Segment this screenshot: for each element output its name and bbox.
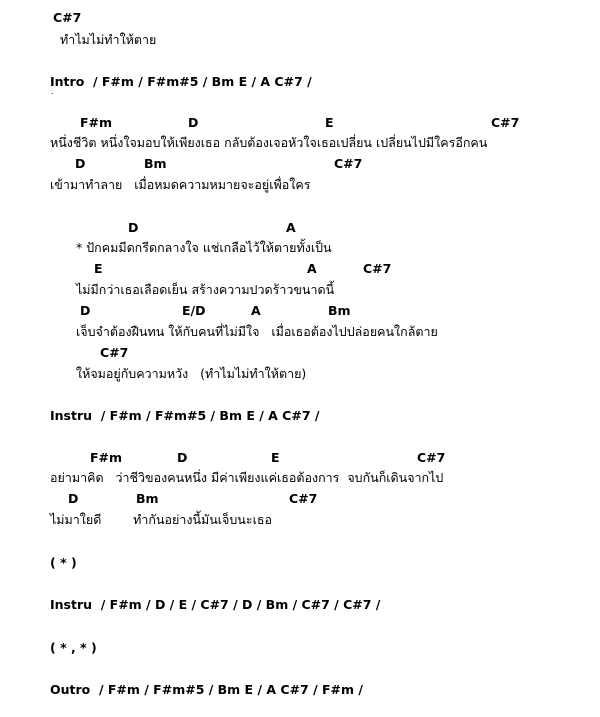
chord: D (68, 491, 79, 506)
chord: D (188, 115, 199, 130)
chord: C#7 (100, 345, 129, 360)
chord: F#m (90, 450, 123, 465)
header-lyric: ทำไมไม่ทำให้ตาย (60, 32, 157, 47)
chord: C#7 (491, 115, 520, 130)
lyric-line: * ปักคมมีดกรีดกลางใจ แช่เกลือไว้ให้ตายทั้งเป็น (76, 240, 332, 255)
instru-line: Instru / F#m / F#m#5 / Bm E / A C#7 / (50, 408, 320, 423)
chord: D (80, 303, 91, 318)
lyric-line: ไม่มีกว่าเธอเลือดเย็น สร้างความปวดร้าวขนาดนี้ (76, 282, 335, 297)
chord: D (75, 156, 86, 171)
chord: E/D (182, 303, 206, 318)
instru-line: Instru / F#m / D / E / C#7 / D / Bm / C#7 / C#7 / (50, 597, 381, 612)
lyric-line: ให้จมอยู่กับความหวัง (ทำไมไม่ทำให้ตาย) (76, 366, 307, 381)
chord: C#7 (289, 491, 318, 506)
chord: C#7 (417, 450, 446, 465)
header-chord: C#7 (53, 10, 82, 25)
lyric-line: ไม่มาใยดี ทำกันอย่างนี้มันเจ็บนะเธอ (50, 512, 272, 527)
chord: D (128, 220, 139, 235)
repeat-marker: ( * ) (50, 555, 77, 570)
intro-line: Intro / F#m / F#m#5 / Bm E / A C#7 / (50, 74, 312, 89)
chord: Bm (136, 491, 159, 506)
stray-dot: . (51, 87, 54, 96)
chord: E (325, 115, 334, 130)
lyric-line: เจ็บจำต้องฝืนทน ให้กับคนที่ไม่มีใจ เมื่อเธอต้องไปปล่อยคนใกล้ตาย (76, 324, 438, 339)
chord: C#7 (334, 156, 363, 171)
chord: E (94, 261, 103, 276)
lyric-line: หนึ่งชีวิต หนึ่งใจมอบให้เพียงเธอ กลับต้องเจอหัวใจเธอเปลี่ยน เปลี่ยนไปมีใครอีกคน (50, 135, 488, 150)
lyric-line: เข้ามาทำลาย เมื่อหมดความหมายจะอยู่เพื่อใคร (50, 177, 311, 192)
chord: F#m (80, 115, 113, 130)
outro-line: Outro / F#m / F#m#5 / Bm E / A C#7 / F#m / (50, 682, 363, 697)
lyric-line: อย่ามาคิด ว่าชีวิของคนหนึ่ง มีค่าเพียงแค่เธอต้องการ จบกันก็เดินจากไป (50, 470, 444, 485)
chord: E (271, 450, 280, 465)
chord: A (307, 261, 317, 276)
chord: C#7 (363, 261, 392, 276)
repeat-marker: ( * , * ) (50, 640, 97, 655)
chord: Bm (144, 156, 167, 171)
chord: A (286, 220, 296, 235)
chord: Bm (328, 303, 351, 318)
chord: D (177, 450, 188, 465)
chord: A (251, 303, 261, 318)
